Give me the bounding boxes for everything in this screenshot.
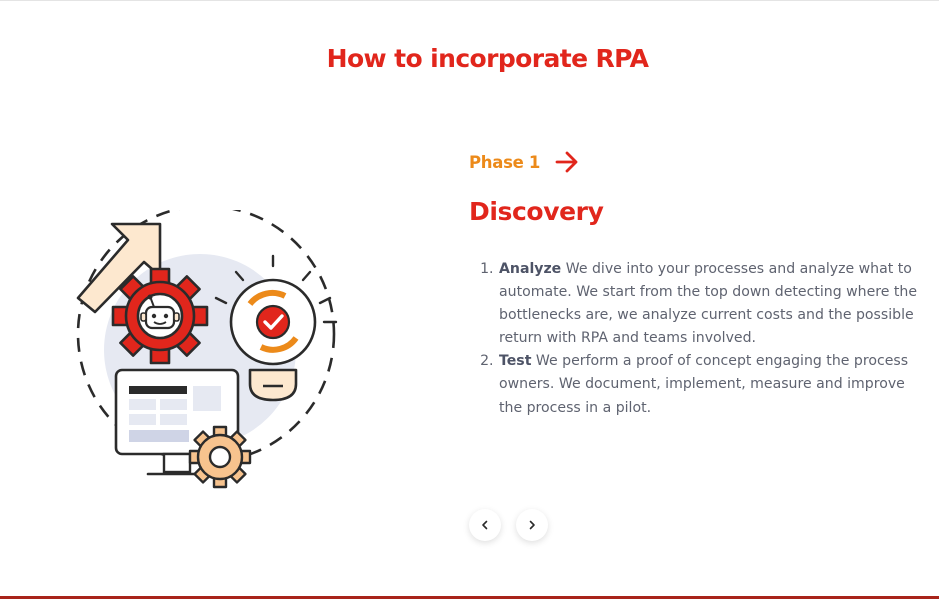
arrow-right-icon[interactable] [554,150,580,174]
chevron-right-icon [527,520,537,530]
step-term: Test [499,353,532,370]
list-item [498,350,918,419]
section-title: How to incorporate RPA [326,44,649,73]
small-gear-icon [190,427,250,487]
robot-gear-icon [113,269,207,363]
phase-label: Phase 1 [469,152,541,172]
carousel-prev-button[interactable] [469,509,501,541]
list-item [498,258,918,350]
step-description: We dive into your processes and analyze what to automate. We start from the top down detecting where the bottlenecks are, we analyze current costs and the possible return with RPA and teams involved. [499,261,918,347]
phase-steps-list [470,258,918,420]
phase-header [469,150,580,174]
rpa-illustration [60,210,350,500]
chevron-left-icon [480,520,490,530]
carousel-next-button[interactable] [516,509,548,541]
step-term: Analyze [499,261,562,277]
top-divider [0,0,939,1]
phase-heading: Discovery [469,197,604,226]
step-description: We perform a proof of concept engaging the process owners. We document, implement, measure and improve the process in a pilot. [499,353,909,416]
